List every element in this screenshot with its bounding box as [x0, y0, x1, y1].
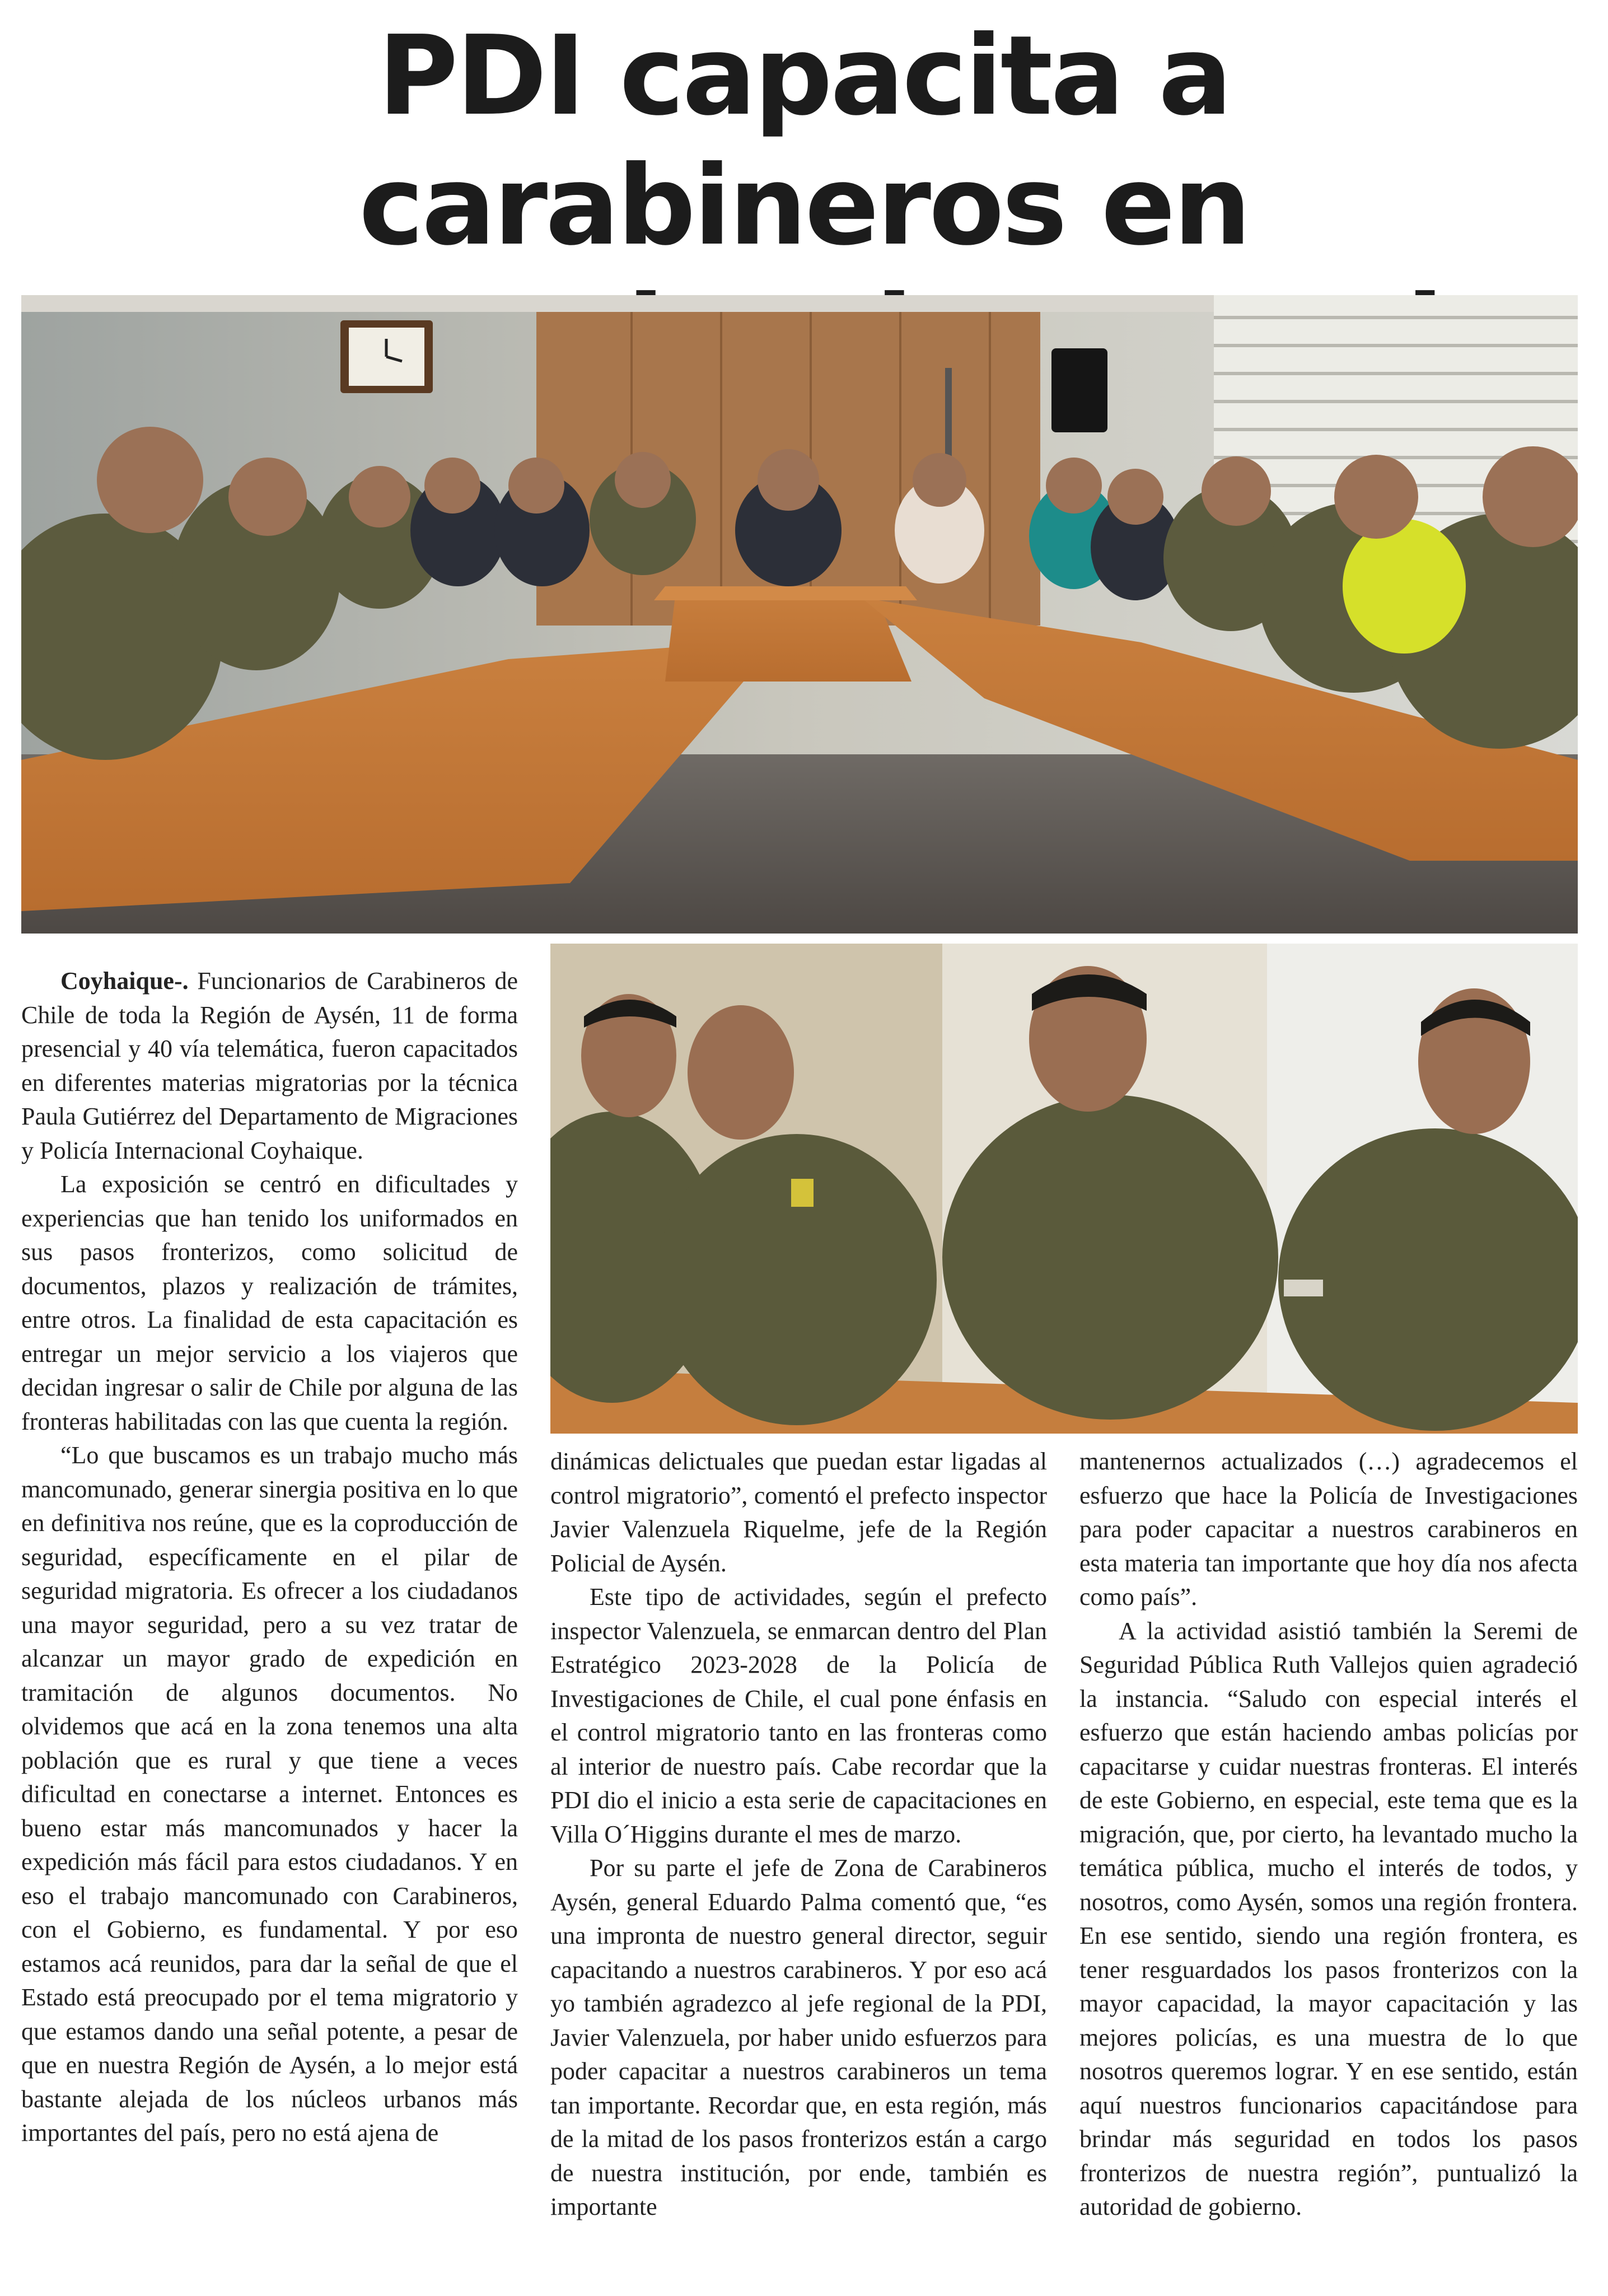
- dateline: Coyhaique-.: [60, 967, 189, 995]
- article-paragraph: La exposición se centró en dificultades y experiencias que han tenido los uniformados en sus pasos fronterizos, como solicitud de documentos, plazos y realización de trámites, entre otros. La finalidad de esta capacitación es entregar un mejor servicio a los viajeros que decidan ingresar o salir de Chile por alguna de las fronteras habilitadas con las que cuenta la región.: [21, 1170, 518, 1435]
- article-column-2: [550, 1445, 1047, 2224]
- article-paragraph: mantenernos actualizados (…) agradecemos el esfuerzo que hace la Policía de Investigaciones para poder capacitar a nuestros carabineros en esta materia tan importante que hoy día nos afecta como país”.: [1079, 1448, 1578, 1611]
- article-paragraph: [21, 964, 518, 1168]
- meeting-room-photo: [21, 295, 1578, 934]
- article-column-1: [21, 964, 518, 2150]
- article-paragraph: “Lo que buscamos es un trabajo mucho más mancomunado, generar sinergia positiva en lo que en definitiva nos reúne, que es la coproducción de seguridad, específicamente en el pilar de seguridad migratoria. Es ofrecer a los ciudadanos una mayor seguridad, pero a su vez tratar de alcanzar un mayor grado de expedición en tramitación de algunos documentos. No olvidemos que acá en la zona tenemos una alta población que es rural y que tiene a veces dificultad en conectarse a internet. Entonces es bueno estar más mancomunados y hacer la expedición más fácil para estos ciudadanos. Y en eso el trabajo mancomunado con Carabineros, con el Gobierno, es fundamental. Y por eso estamos acá reunidos, para dar la señal de que el Estado está preocupado por el tema migratorio y que estamos dando una señal potente, a pesar de que en nuestra Región de Aysén, a lo mejor está bastante alejada de los núcleos urbanos más importantes del país, pero no está ajena de: [21, 1441, 518, 2146]
- paragraph-text: Funcionarios de Carabineros de Chile de toda la Región de Aysén, 11 de forma presencial y 40 vía telemática, fueron capacitados en diferentes materias migratorias por la técnica Paula Gutiérrez del Departamento de Migraciones y Policía Internacional Coyhaique.: [21, 967, 518, 1164]
- officers-closeup-photo: [550, 944, 1578, 1434]
- wall-clock-icon: [340, 320, 433, 393]
- article-paragraph: dinámicas delictuales que puedan estar ligadas al control migratorio”, comentó el prefecto inspector Javier Valenzuela Riquelme, jefe de la Región Policial de Aysén.: [550, 1448, 1047, 1577]
- headline: PDI capacita a carabineros en: [359, 12, 1249, 270]
- article-column-3: [1079, 1445, 1578, 2224]
- article-paragraph: Por su parte el jefe de Zona de Carabineros Aysén, general Eduardo Palma comentó que, “es una impronta de nuestro general director, seguir capacitando a nuestros carabineros. Y por eso acá yo también agradezco al jefe regional de la PDI, Javier Valenzuela, por haber unido esfuerzos para poder capacitar a nuestros carabineros un tema tan importante. Recordar que, en esta región, más de la mitad de los pasos fronterizos están a cargo de nuestra institución, por ende, también es importante: [550, 1854, 1047, 2220]
- article-paragraph: Este tipo de actividades, según el prefecto inspector Valenzuela, se enmarcan dentro del Plan Estratégico 2023-2028 de la Policía de Investigaciones de Chile, el cual pone énfasis en el control migratorio tanto en las fronteras como al interior de nuestro país. Cabe recordar que la PDI dio el inicio a esta serie de capacitaciones en Villa O´Higgins durante el mes de marzo.: [550, 1583, 1047, 1848]
- article-paragraph: A la actividad asistió también la Seremi de Seguridad Pública Ruth Vallejos quien agradeció la instancia. “Saludo con especial interés el esfuerzo que están haciendo ambas policías por capacitarse y cuidar nuestras fronteras. El interés de este Gobierno, en especial, este tema que es la migración, que, por cierto, ha levantado mucho la temática pública, mucho el interés de todos, y nosotros, como Aysén, somos una región frontera. En ese sentido, siendo una región frontera, es tener resguardados los pasos fronterizos con la mayor capacidad, la mayor capacitación y las mejores policías, es una muestra de lo que nosotros queremos lograr. Y en ese sentido, están aquí nuestros funcionarios capacitándose para brindar más seguridad en todos los pasos fronterizos de nuestra región”, puntualizó la autoridad de gobierno.: [1079, 1617, 1578, 2220]
